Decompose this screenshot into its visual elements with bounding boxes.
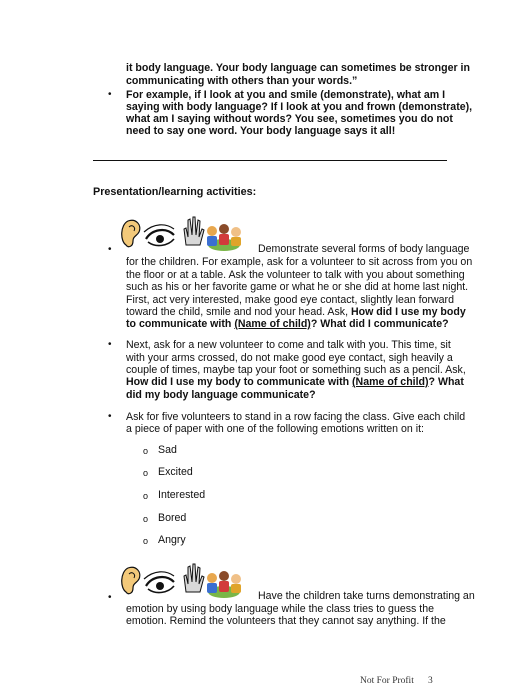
bullet-dot: • [108, 411, 112, 422]
activity4-first-line: Have the children take turns demonstrating an [258, 590, 475, 602]
activity-icons [118, 215, 258, 251]
activity2-question-2: did my body language communicate? [126, 389, 316, 401]
activity2-line-2: with your arms crossed, do not make good eye contact, sigh heavily a [126, 352, 453, 364]
activity1-line-5: toward the child, smile and nod your head. Ask, How did I use my body [126, 306, 466, 318]
activity1-line-3: such as his or her favorite game or what he or she did at home last night. [126, 281, 469, 293]
ear-icon [122, 567, 140, 593]
top-line-2: communicating with others than your words.” [126, 75, 358, 87]
eye-icon [144, 572, 174, 593]
top-line-1: it body language. Your body language can sometimes be stronger in [126, 62, 470, 74]
list-marker: o [143, 446, 149, 456]
emotion-item: Bored [158, 512, 187, 524]
children-group-icon [207, 571, 241, 598]
top-bullet-line-3: what am I saying without words? You see, sometimes you do not [126, 113, 453, 125]
eye-icon [144, 225, 174, 246]
activity2-line-1: Next, ask for a new volunteer to come and talk with you. This time, sit [126, 339, 451, 351]
bullet-dot: • [108, 339, 112, 350]
activity-icons [118, 562, 258, 598]
bullet-dot: • [108, 592, 112, 603]
page-number: 3 [428, 676, 433, 686]
activity1-line-1: for the children. For example, ask for a volunteer to sit across from you on [126, 256, 473, 268]
top-bullet-line-2: saying with body language? If I look at you and frown (demonstrate), [126, 101, 473, 113]
hand-icon [184, 564, 204, 592]
top-bullet-line-4: need to say one word. Your body language says it all! [126, 125, 396, 137]
activity3-line-1: Ask for five volunteers to stand in a row facing the class. Give each child [126, 411, 466, 423]
activity1-line-4: First, act very interested, make good eye contact, slightly lean forward [126, 294, 454, 306]
top-bullet-line-1: For example, if I look at you and smile (demonstrate), what am I [126, 89, 446, 101]
bullet-dot: • [108, 89, 112, 100]
activity4-line-2: emotion. Remind the volunteers that they cannot say anything. If the [126, 615, 446, 627]
list-marker: o [143, 491, 149, 501]
footer-label: Not For Profit [360, 676, 414, 686]
children-group-icon [207, 224, 241, 251]
activity1-first-line: Demonstrate several forms of body language [258, 243, 470, 255]
list-marker: o [143, 536, 149, 546]
ear-icon [122, 220, 140, 246]
activity2-line-3: couple of times, maybe tap your foot or something such as a pencil. Ask, [126, 364, 466, 376]
activity4-line-1: emotion by using body language while the class tries to guess the [126, 603, 434, 615]
list-marker: o [143, 468, 149, 478]
activity3-line-2: a piece of paper with one of the following emotions written on it: [126, 423, 424, 435]
activity2-question-1: How did I use my body to communicate with (Name of child)? What [126, 376, 464, 388]
activity1-line-2: the floor or at a table. Ask the volunteer to talk with you about something [126, 269, 465, 281]
activity1-question: to communicate with (Name of child)? What did I communicate? [126, 318, 449, 330]
emotion-item: Excited [158, 466, 193, 478]
emotion-item: Interested [158, 489, 206, 501]
section-heading: Presentation/learning activities: [93, 186, 257, 198]
bullet-dot: • [108, 244, 112, 255]
emotion-item: Angry [158, 534, 186, 546]
emotion-item: Sad [158, 444, 177, 456]
list-marker: o [143, 514, 149, 524]
horizontal-rule [93, 160, 447, 161]
hand-icon [184, 217, 204, 245]
